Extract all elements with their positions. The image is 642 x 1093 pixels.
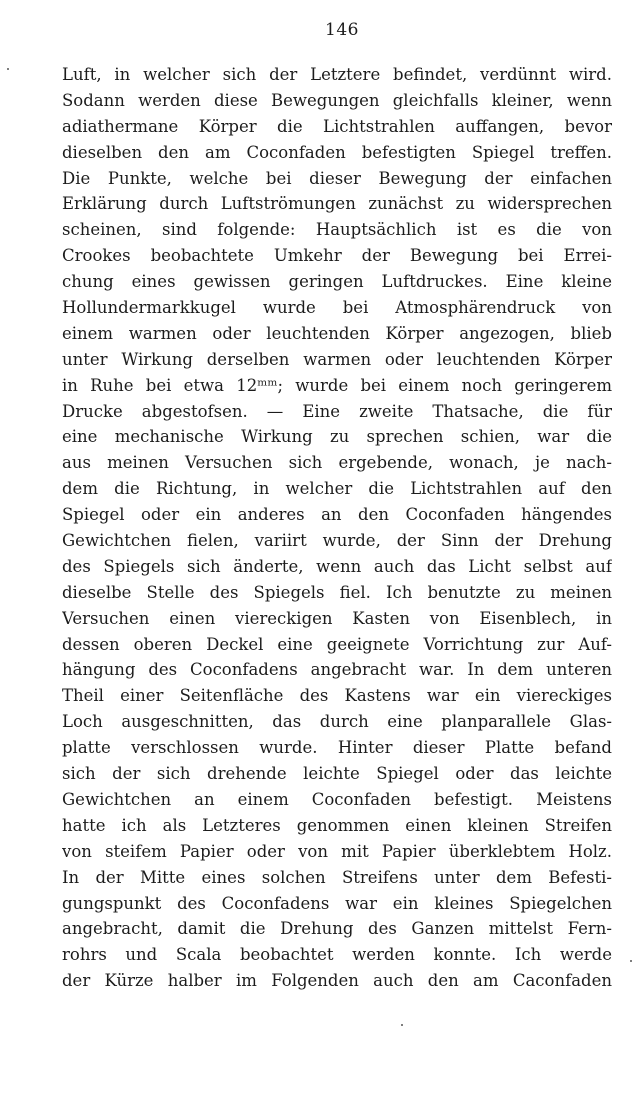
text-line: Hollundermarkkugel wurde bei Atmosphärendruck von <box>62 298 612 318</box>
text-line: sich der sich drehende leichte Spiegel oder das leichte <box>62 764 612 784</box>
text-line: einem warmen oder leuchtenden Körper angezogen, blieb <box>62 323 612 343</box>
text-line: dieselbe Stelle des Spiegels fiel. Ich benutzte zu meinen <box>62 582 612 602</box>
text-line: Luft, in welcher sich der Letztere befindet, verdünnt wird. <box>62 65 612 84</box>
text-line: Loch ausgeschnitten, das durch eine planparallele Glas- <box>62 712 612 732</box>
text-line: eine mechanische Wirkung zu sprechen schien, war die <box>62 427 612 447</box>
text-line: von steifem Papier oder von mit Papier überklebtem Holz. <box>62 841 612 861</box>
text-line: adiathermane Körper die Lichtstrahlen auffangen, bevor <box>62 116 612 136</box>
text-line: Versuchen einen viereckigen Kasten von Eisenblech, in <box>62 608 612 628</box>
text-line: des Spiegels sich änderte, wenn auch das Licht selbst auf <box>62 556 612 576</box>
text-line: dessen oberen Deckel eine geeignete Vorrichtung zur Auf- <box>62 634 612 654</box>
text-line: aus meinen Versuchen sich ergebende, wonach, je nach- <box>62 453 612 473</box>
scan-speck <box>630 960 632 962</box>
text-line: rohrs und Scala beobachtet werden konnte. Ich werde <box>62 945 612 965</box>
text-line: scheinen, sind folgende: Hauptsächlich ist es die von <box>62 220 612 240</box>
text-line: Gewichtchen an einem Coconfaden befestigt. Meistens <box>62 789 612 809</box>
text-line: Crookes beobachtete Umkehr der Bewegung bei Errei- <box>62 246 612 266</box>
text-line: Gewichtchen fielen, variirt wurde, der Sinn der Drehung <box>62 531 612 551</box>
text-line: Sodann werden diese Bewegungen gleichfalls kleiner, wenn <box>62 90 612 110</box>
text-line: unter Wirkung derselben warmen oder leuchtenden Körper <box>62 349 612 369</box>
text-line: hatte ich als Letzteres genommen einen kleinen Streifen <box>62 815 612 835</box>
text-line: hängung des Coconfadens angebracht war. In dem unteren <box>62 660 612 680</box>
text-line: Spiegel oder ein anderes an den Coconfaden hängendes <box>62 505 612 525</box>
text-line: In der Mitte eines solchen Streifens unter dem Befesti- <box>62 867 612 887</box>
text-line: dieselben den am Coconfaden befestigten Spiegel treffen. <box>62 142 612 162</box>
text-line: Die Punkte, welche bei dieser Bewegung der einfachen <box>62 168 612 188</box>
text-line: angebracht, damit die Drehung des Ganzen mittelst Fern- <box>62 919 612 939</box>
text-line: Theil einer Seitenfläche des Kastens war ein viereckiges <box>62 686 612 706</box>
text-line: chung eines gewissen geringen Luftdruckes. Eine kleine <box>62 272 612 292</box>
text-line: gungspunkt des Coconfadens war ein kleines Spiegelchen <box>62 893 612 913</box>
text-line: platte verschlossen wurde. Hinter dieser Platte befand <box>62 738 612 758</box>
text-line: Drucke abgestofsen. — Eine zweite Thatsache, die für <box>62 401 612 421</box>
scan-speck <box>401 1024 403 1026</box>
scan-speck <box>7 68 9 70</box>
text-line: Erklärung durch Luftströmungen zunächst zu widersprechen <box>62 194 612 214</box>
text-line: der Kürze halber im Folgenden auch den am Caconfaden <box>62 971 612 991</box>
body-text <box>62 62 612 994</box>
text-line: dem die Richtung, in welcher die Lichtstrahlen auf den <box>62 479 612 499</box>
text-line: in Ruhe bei etwa 12ᵐᵐ; wurde bei einem noch geringerem <box>62 375 612 395</box>
page-number: 146 <box>325 20 359 40</box>
